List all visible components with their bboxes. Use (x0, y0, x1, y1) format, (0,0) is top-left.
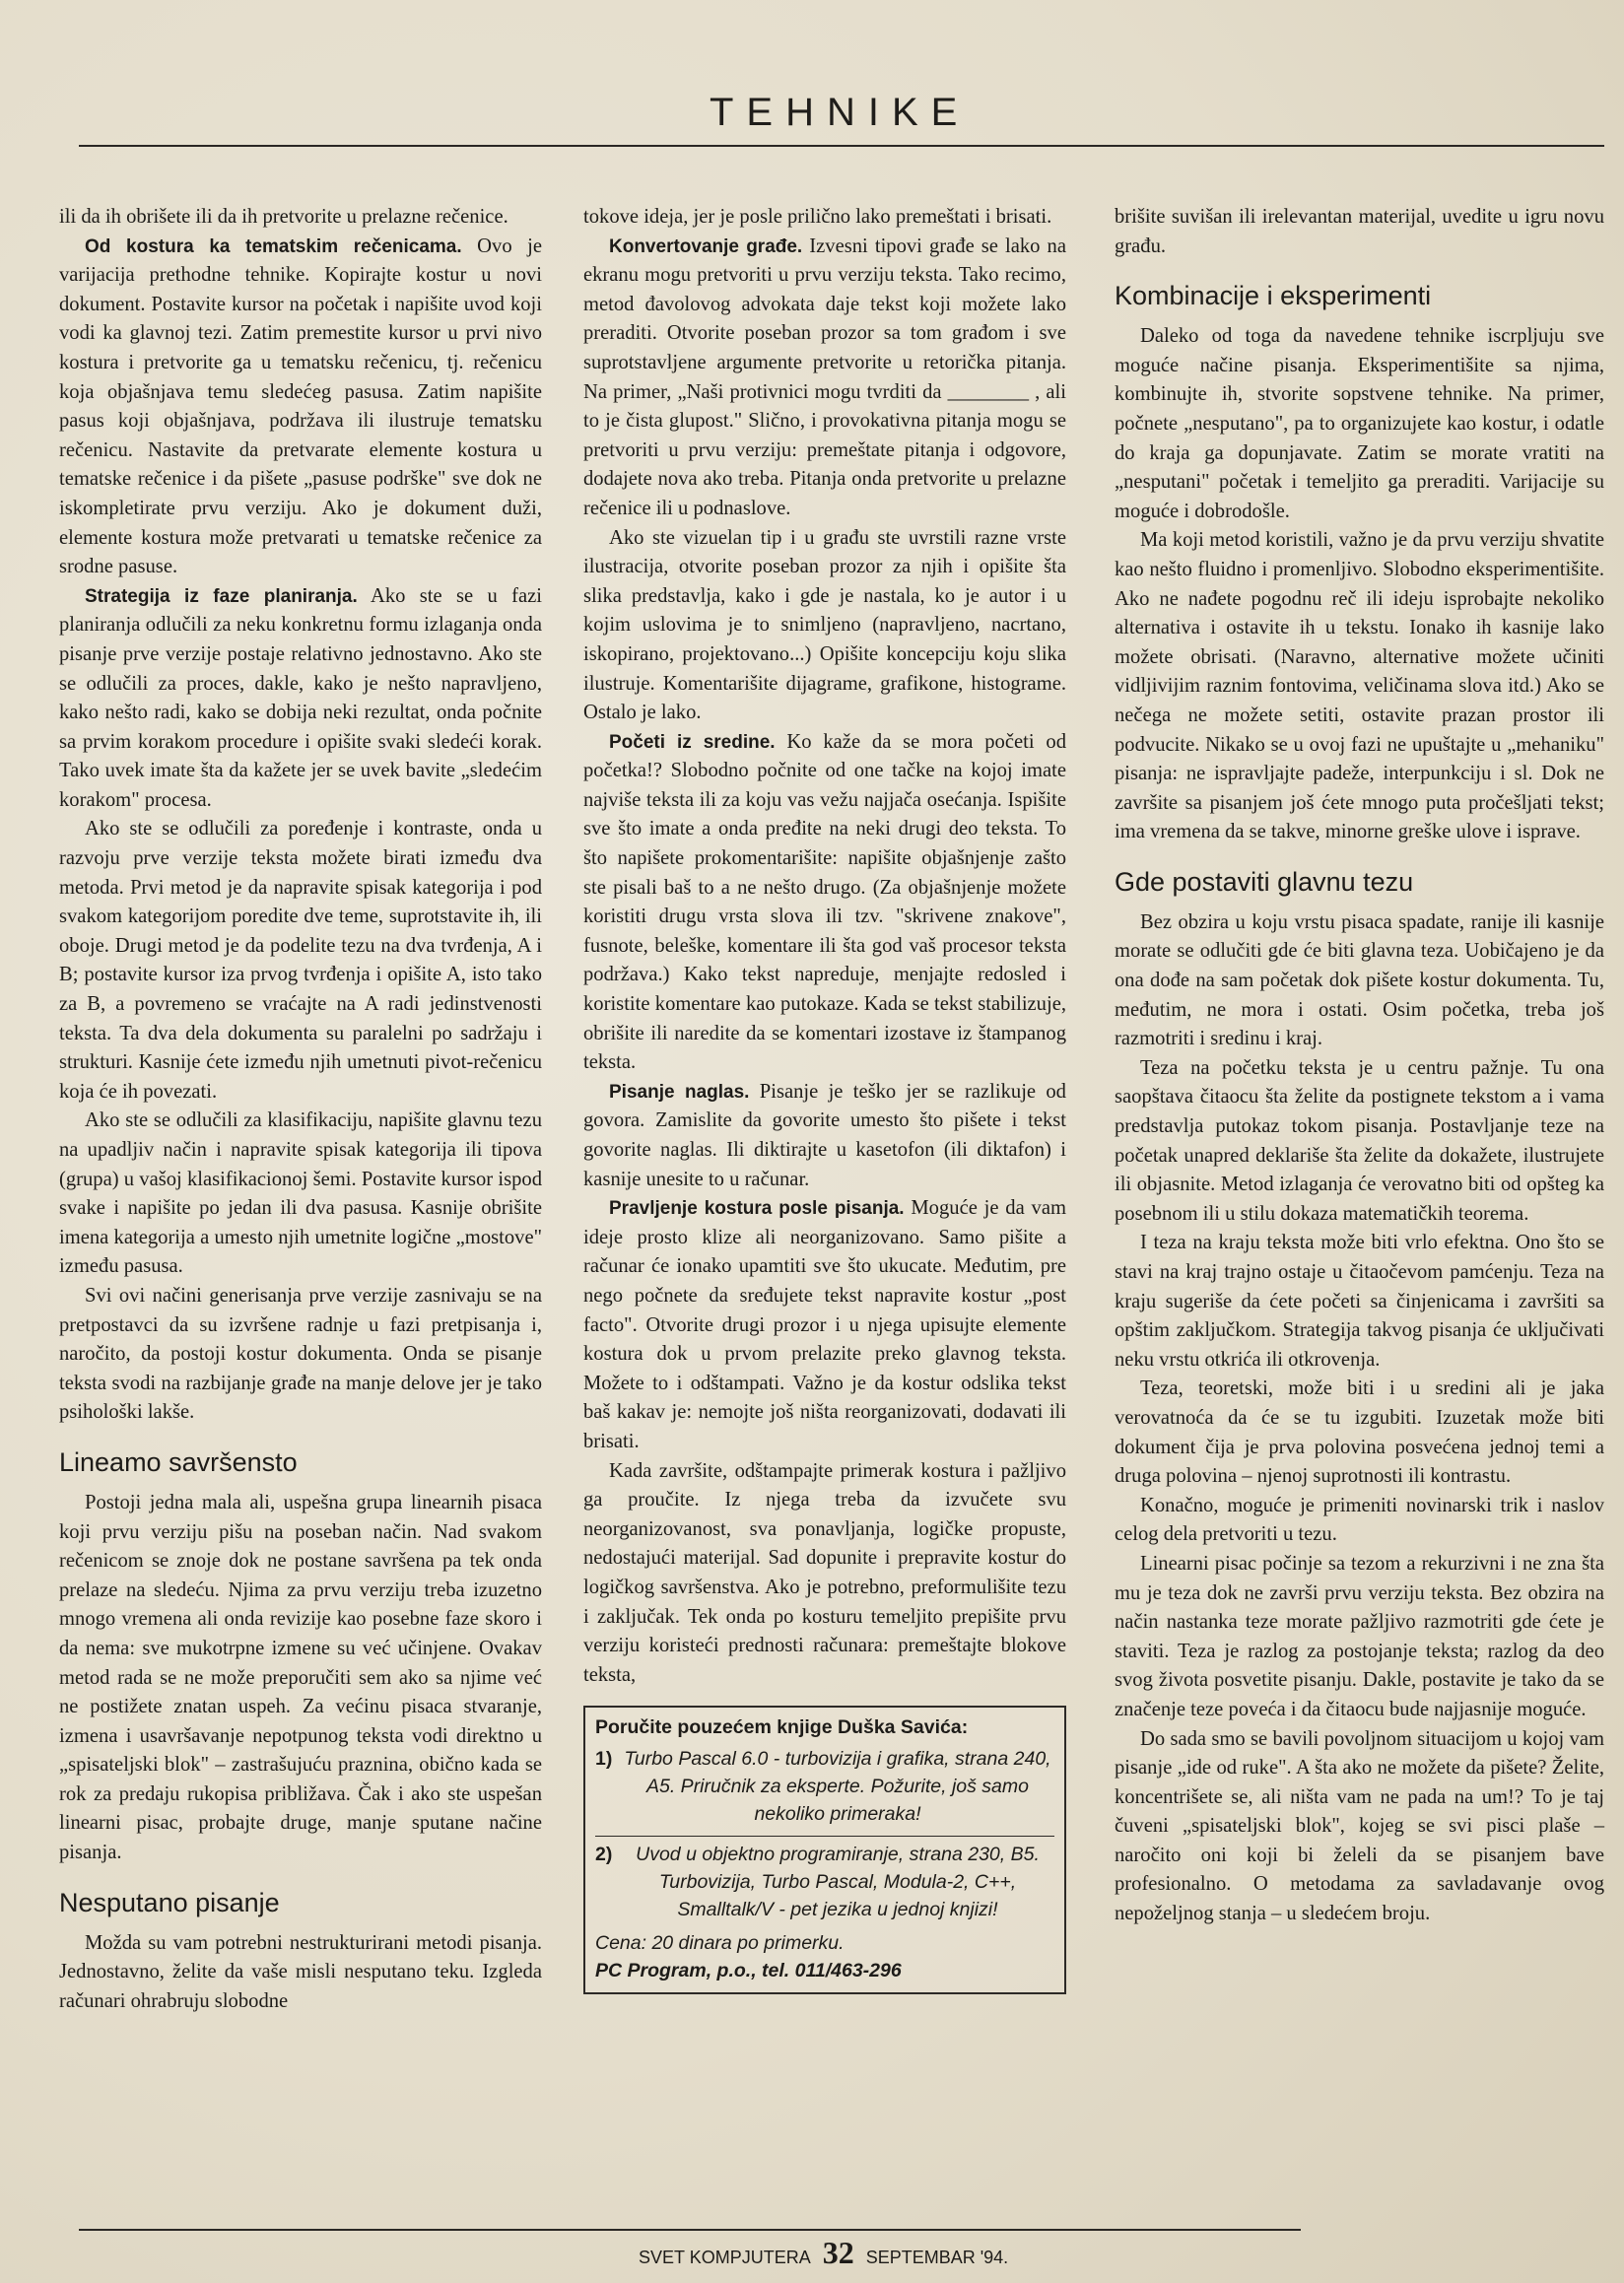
paragraph-body: Ovo je varijacija prethodne tehnike. Kopirajte kostur u novi dokument. Postavite kursor na početak i napišite uvod koji vodi ka glavnoj tezi. Zatim premestite kursor u prvi nivo kostura i pretvorite ga u tematsku rečenicu, tj. rečenicu koja objašnjava temu sledećeg pasusa. Zatim napišite pasus koji objašnjava, podržava ili ilustruje tematsku rečenicu. Nastavite da pretvarate elemente kostura u tematske rečenice i da pišete „pasuse podrške" sve dok ne iskompletirate prvu verziju. Ako je dokument duži, elemente kostura može pretvarati u tematske rečenice za srodne pasuse. (59, 235, 543, 578)
paragraph: Teza na početku teksta je u centru pažnje. Tu ona saopštava čitaocu šta želite da postignete tekstom a i vama predstavlja putokaz tokom pisanja. Postavljanje teze na početak unapred deklariše šta želite da dokažete, ilustrujete ili objasnite. Metod izlaganja će verovatno biti od opšteg ka posebnom ili u stilu dokaza matematičkih teorema. (1115, 1056, 1604, 1225)
paragraph-lead: Konvertovanje građe. (609, 235, 803, 257)
paragraph: Kada završite, odštampajte primerak kostura i pažljivo ga proučite. Iz njega treba da izvučete svu neorganizovanost, sva ponavljanja, logičke propuste, nedostajući materijal. Sad dopunite i prepravite kostur do logičkog savršenstva. Ako je potrebno, preformulišite tezu i zaključak. Tek onda po kosturu temeljito prepišite prvu verziju koristeći prednosti računara: premeštajte blokove teksta, (583, 1459, 1066, 1686)
paragraph-lead: Pisanje naglas. (609, 1081, 750, 1103)
column-1 (59, 203, 542, 2016)
paragraph: Daleko od toga da navedene tehnike iscrpljuju sve moguće načine pisanja. Eksperimentišite sa njima, kombinujte ih, stvorite sopstvene tehnike. Na primer, počnete „nesputano", pa to organizujete kao kostur, i odatle do kraja ga dopunjavate. Zatim se morate vratiti na „nesputani" početak i temeljito ga preraditi. Varijacije su moguće i dobrodošle. (1115, 325, 1604, 522)
paragraph: Bez obzira u koju vrstu pisaca spadate, ranije ili kasnije morate se odlučiti gde će biti glavna teza. Uobičajeno je da ona dođe na sam početak dok pišete kostur dokumenta. Tu, međutim, ne mora i ostati. Osim početka, treba još razmotriti i sredinu i kraj. (1115, 910, 1604, 1050)
paragraph-lead: Od kostura ka tematskim rečenicama. (85, 235, 462, 257)
paragraph-lead: Početi iz sredine. (609, 731, 776, 753)
section-title: TEHNIKE (710, 91, 971, 134)
footer-magazine-name: SVET KOMPJUTERA (639, 2248, 811, 2267)
paragraph: brišite suvišan ili irelevantan materijal, uvedite u igru novu građu. (1115, 206, 1604, 257)
paragraph-body: Izvesni tipovi građe se lako na ekranu mogu pretvoriti u prvu verziju teksta. Tako recimo, metod đavolovog advokata daje tekst koji možete lako preraditi. Otvorite poseban prozor sa tom građom i sve suprotstavljene argumente pretvorite u retorička pitanja. Na primer, „Naši protivnici mogu tvrditi da ________ , ali to je čista glupost." Slično, i provokativna pitanja mogu se pretvoriti u prvu verziju: premeštate pitanja i odgovore, dodajete nova ako treba. Pitanja onda pretvorite u prelazne rečenice ili u podnaslove. (583, 235, 1066, 519)
subheading-nesputano: Nesputano pisanje (59, 1887, 280, 1917)
paragraph (583, 233, 1066, 524)
column-2 (583, 203, 1066, 1994)
paragraph: Ma koji metod koristili, važno je da prvu verziju shvatite kao nešto fluidno i promenljivo. Slobodno eksperimentišite. Ako ne nađete pogodnu reč ili ideju isprobajte nekoliko alternativa i ostavite ih u tekstu. Ionako ih kasnije lako možete obrisati. (Naravno, alternative možete učiniti vidljivijim raznim fontovima, veličinama slova itd.) Ako se nečega ne možete setiti, ostavite prazan prostor ili podvucite. Nikako se u ovoj fazi ne upuštajte u „mehaniku" pisanja: ne ispravljajte padeže, interpunkciju i sl. Dok ne završite sa pisanjem još ćete mnogo puta pročešljati tekst; ima vremena da se takve, minorne greške ulove i isprave. (1115, 529, 1604, 843)
paragraph-lead: Strategija iz faze planiranja. (85, 585, 358, 607)
paragraph-body: Pisanje je teško jer se razlikuje od govora. Zamislite da govorite umesto što pišete i tekst govorite naglas. Ili diktirajte u kasetofon (ili diktafon) i kasnije unesite to u računar. (583, 1080, 1066, 1190)
ad-price: Cena: 20 dinara po primerku. (595, 1932, 845, 1955)
paragraph: Možda su vam potrebni nestrukturirani metodi pisanja. Jednostavno, želite da vaše misli nesputano teku. Izgleda računari ohrabruju slobodne (59, 1931, 542, 2012)
paragraph: I teza na kraju teksta može biti vrlo efektna. Ono što se stavi na kraj trajno ostaje u čitaočevom pamćenju. Teza na kraju sugeriše da ćete početi sa činjenicama i završiti sa opštim zaključkom. Strategija takvog pisanja će uključivati neku vrstu otkrića ili otkrovenja. (1115, 1232, 1604, 1371)
paragraph: Svi ovi načini generisanja prve verzije zasnivaju se na pretpostavci da su izvršene radnje u fazi pretpisanja i, naročito, da postoji kostur dokumenta. Onda se pisanje teksta svodi na razbijanje građe na manje delove jer je tako psihološki lakše. (59, 1284, 542, 1424)
paragraph (583, 728, 1066, 1078)
page-number: 32 (822, 2235, 854, 2270)
paragraph: Ako ste se odlučili za poređenje i kontraste, onda u razvoju prve verzije teksta možete birati između dva metoda. Prvi metod je da napravite spisak kategorija i pod svakom kategorijom poredite dve teme, suprotstavite ih, ili oboje. Drugi metod je da podelite tezu na dva tvrđenja, A i B; postavite kursor iza prvog tvrđenja i opišite A, isto tako za B, a povremeno se vraćajte na A radi jedinstvenosti teksta. Ta dva dela dokumenta su paralelni po sadržaju i strukturi. Kasnije ćete između njih umetnuti pivot-rečenicu koja će ih povezati. (59, 818, 542, 1103)
ad-item-text: Turbo Pascal 6.0 - turbovizija i grafika, strana 240, A5. Priručnik za eksperte. Požurite, još samo nekoliko primeraka! (624, 1748, 1051, 1826)
subheading-kombinacije: Kombinacije i eksperimenti (1115, 281, 1432, 311)
paragraph-lead: Pravljenje kostura posle pisanja. (609, 1198, 905, 1220)
paragraph: Konačno, moguće je primeniti novinarski trik i naslov celog dela pretvoriti u tezu. (1115, 1494, 1604, 1546)
paragraph: tokove ideja, jer je posle prilično lako premeštati i brisati. (583, 206, 1052, 228)
paragraph (59, 582, 542, 816)
ad-contact: PC Program, p.o., tel. 011/463-296 (595, 1960, 902, 1982)
paragraph: Ako ste vizuelan tip i u građu ste uvrstili razne vrste ilustracija, otvorite poseban prozor za njih i opišite šta slika predstavlja, kako i gde je nastala, ko je autor i u kojim uslovima je to snimljeno (napravljeno, nacrtano, iskopirano, projektovano...) Opišite koncepciju koju slika ilustruje. Komentarišite dijagrame, grafikone, histograme. Ostalo je lako. (583, 526, 1066, 724)
footer-issue: SEPTEMBAR '94. (865, 2248, 1009, 2267)
ad-divider (595, 1836, 1054, 1837)
paragraph (583, 1194, 1066, 1456)
paragraph: Do sada smo se bavili povoljnom situacijom u kojoj vam pisanje „ide od ruke". A šta ako ne možete da pišete? Želite, koncentrišete se, ali ništa vam ne pada na um!? To je taj čuveni „spisateljski blok", kojeg se svi pisci plaše – naročito oni koji bi želeli da se pisanjem bave profesionalno. O metodama za savladavanje ovog nepoželjnog stanja – u sledećem broju. (1115, 1727, 1604, 1925)
ad-item-text: Uvod u objektno programiranje, strana 230, B5. Turbovizija, Turbo Pascal, Modula-2, C++, Smalltalk/V - pet jezika u jednoj knjizi! (636, 1844, 1040, 1921)
ad-item-number: 2) (595, 1844, 613, 1866)
column-3 (1115, 203, 1604, 1929)
paragraph: Postoji jedna mala ali, uspešna grupa linearnih pisaca koji prvu verziju pišu na poseban način. Nad svakom rečenicom se znoje dok ne postane savršena pa tek onda prelaze na sledeću. Njima za prvu verziju treba izuzetno mnogo vremena ali onda revizije kao posebne faze skoro i da nema: sve mukotrpne izmene su već učinjene. Ovakav metod rada se ne može preporučiti sem ako sa njime već ne postižete znatan uspeh. Za većinu pisaca stvaranje, izmena i usavršavanje nepotpunog teksta vodi direktno u „spisateljski blok" – zastrašujuću praznina, obično kada se rok za predaju rukopisa približava. Čak i ako ste uspešan linearni pisac, probajte druge, manje sputane načine pisanja. (59, 1491, 542, 1864)
paragraph (59, 233, 542, 582)
footer-rule (79, 2229, 1301, 2231)
paragraph-body: Ako ste se u fazi planiranja odlučili za neku konkretnu formu izlaganja onda pisanje prve verzije postaje relativno jednostavno. Ako ste se odlučili za proces, dakle, kako je nešto napravljeno, kako nešto radi, kako se dobija neki rezultat, onda počnite sa prvim korakom procedure i opišite svaki sledeći korak. Tako uvek imate šta da kažete jer se uvek bavite „sledećim korakom" procesa. (59, 584, 542, 811)
ad-item (595, 1745, 1054, 1828)
book-ad-box (583, 1706, 1066, 1994)
paragraph (583, 1078, 1066, 1194)
subheading-lineamo: Lineamo savršensto (59, 1446, 298, 1477)
paragraph-body: Moguće je da vam ideje prosto klize ali neorganizovano. Samo pišite a računar će ionako upamtiti sve što ukucate. Međutim, pre nego počnete da sređujete tekst napravite kostur „post facto". Otvorite drugi prozor i u njega upisujte elemente kostura dok u prvom prelazite preko glavnog teksta. Možete to i odštampati. Važno je da kostur odslika tekst baš kakav je: nemojte još ništa reorganizovati, dodavati ili brisati. (583, 1197, 1066, 1452)
ad-item-number: 1) (595, 1748, 613, 1771)
ad-item (595, 1841, 1054, 1923)
subheading-gde-postaviti: Gde postaviti glavnu tezu (1115, 866, 1414, 897)
paragraph-body: Ko kaže da se mora početi od početka!? Slobodno počnite od one tačke na kojoj imate najviše teksta ili za koju vas vežu najjača osećanja. Ispišite sve što imate a onda pređite na neki drugi deo teksta. To što napišete prokomentarišite: napišite objašnjenje zašto ste pisali baš to a ne nešto drugo. (Za objašnjenje možete koristiti drugu vrsta slova ili tzv. "skrivene znakove", fusnote, beleške, komentare ili šta god vaš procesor teksta podržava.) Kako tekst napreduje, menjajte redosled i koristite komentare kao putokaze. Kada se tekst stabilizuje, obrišite ili naredite da se komentari izostave iz štampanog teksta. (583, 730, 1066, 1074)
ad-title: Poručite pouzećem knjige Duška Savića: (595, 1716, 969, 1739)
paragraph: Ako ste se odlučili za klasifikaciju, napišite glavnu tezu na upadljiv način i napravite spisak kategorija ili tipova (grupa) u vašoj klasifikacionoj šemi. Postavite kursor ispod svake i napišite po jedan ili dva pasusa. Kasnije obrišite imena kategorija a umesto njih umetnite logične „mostove" između pasusa. (59, 1109, 542, 1278)
paragraph: Teza, teoretski, može biti i u sredini ali je jaka verovatnoća da će se tu izgubiti. Izuzetak može biti dokument čija je prva polovina posvećena jednoj temi a druga polovina – njenoj suprotnosti ili kontrastu. (1115, 1377, 1604, 1488)
paragraph: Linearni pisac počinje sa tezom a rekurzivni i ne zna šta mu je teza dok ne završi prvu verziju teksta. Bez obzira na način nastanka teze morate pažljivo razmotriti gde ćete je staviti. Teza je razlog za postojanje teksta; razlog da deo svog života posvetite pisanju. Dakle, postavite je tako da se značenje teze poveća i da čitaocu bude najjasnije moguće. (1115, 1552, 1604, 1720)
page-footer (639, 2235, 1092, 2271)
paragraph: ili da ih obrišete ili da ih pretvorite u prelazne rečenice. (59, 206, 508, 228)
header-rule (79, 145, 1604, 147)
